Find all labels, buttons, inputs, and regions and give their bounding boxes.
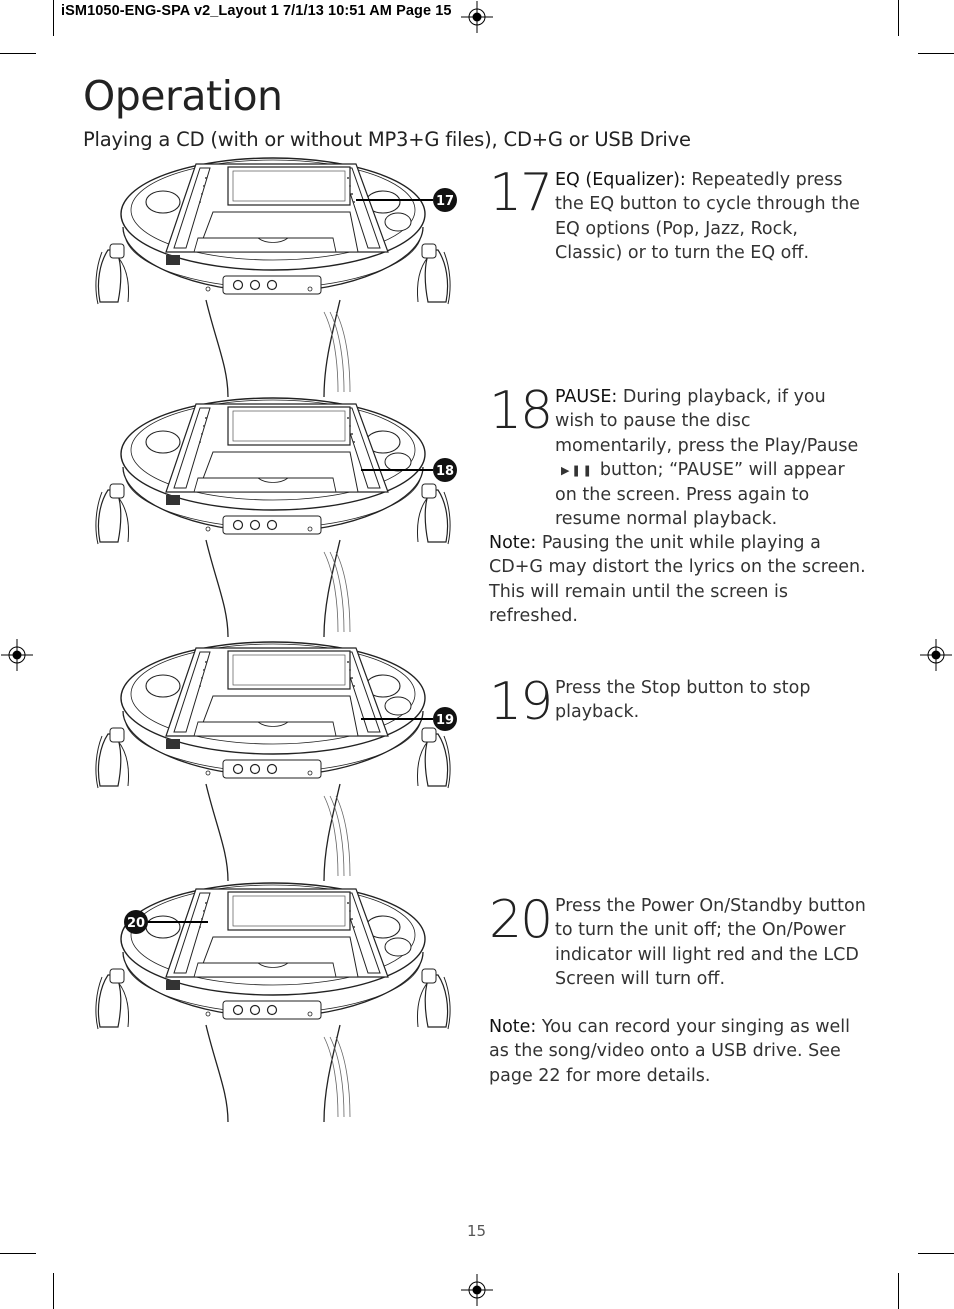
play-pause-icon: ▶❚❚ bbox=[561, 463, 594, 477]
page-subtitle: Playing a CD (with or without MP3+G files), CD+G or USB Drive bbox=[83, 128, 691, 151]
callout-number: 17 bbox=[435, 194, 455, 209]
step-number: 19 bbox=[489, 672, 552, 732]
registration-mark-icon bbox=[920, 639, 952, 671]
step-label: EQ (Equalizer): bbox=[555, 170, 686, 190]
step-text bbox=[555, 385, 867, 532]
device-illustration bbox=[88, 636, 458, 881]
step-text: Press the Stop button to stop playback. bbox=[555, 678, 811, 723]
page-number: 15 bbox=[467, 1222, 487, 1240]
note-label: Note: bbox=[489, 533, 537, 553]
registration-mark-icon bbox=[1, 639, 33, 671]
registration-mark-icon bbox=[461, 1274, 493, 1306]
step-number: 20 bbox=[489, 890, 552, 950]
callout-number: 18 bbox=[435, 464, 455, 479]
crop-mark bbox=[0, 1253, 36, 1254]
crop-mark bbox=[0, 53, 36, 54]
crop-mark bbox=[918, 53, 954, 54]
page-title: Operation bbox=[83, 72, 283, 120]
callout-number: 19 bbox=[435, 713, 455, 728]
crop-mark bbox=[53, 1273, 54, 1309]
step-number: 17 bbox=[489, 163, 552, 223]
note-label: Note: bbox=[489, 1017, 537, 1037]
crop-mark bbox=[898, 0, 899, 36]
device-illustration bbox=[88, 152, 458, 397]
note-body: Pausing the unit while playing a CD+G may distort the lyrics on the screen. This will remain until the screen is refreshed. bbox=[489, 533, 866, 626]
registration-mark-icon bbox=[461, 1, 493, 33]
step-body: During playback, if you wish to pause the disc momentarily, press the Play/Pause bbox=[555, 387, 859, 456]
step-text: Press the Power On/Standby button to turn the unit off; the On/Power indicator will light red and the LCD Screen will turn off. bbox=[555, 896, 866, 989]
step-text bbox=[555, 168, 867, 265]
crop-mark bbox=[53, 0, 54, 36]
step-note bbox=[489, 1015, 869, 1088]
crop-mark bbox=[898, 1273, 899, 1309]
callout-number: 20 bbox=[126, 916, 146, 931]
step-label: PAUSE: bbox=[555, 387, 618, 407]
step-note bbox=[489, 531, 869, 628]
device-illustration bbox=[88, 877, 458, 1122]
print-slug: iSM1050-ENG-SPA v2_Layout 1 7/1/13 10:51 AM Page 15 bbox=[61, 3, 452, 19]
device-illustration bbox=[88, 392, 458, 637]
step-number: 18 bbox=[489, 381, 552, 441]
step-body: button; “PAUSE” will appear on the screen. Press again to resume normal playback. bbox=[555, 459, 845, 530]
step-body: Repeatedly press the EQ button to cycle through the EQ options (Pop, Jazz, Rock, Classic) or to turn the EQ off. bbox=[555, 170, 860, 263]
crop-mark bbox=[918, 1253, 954, 1254]
note-body: You can record your singing as well as the song/video onto a USB drive. See page 22 for more details. bbox=[489, 1017, 851, 1086]
